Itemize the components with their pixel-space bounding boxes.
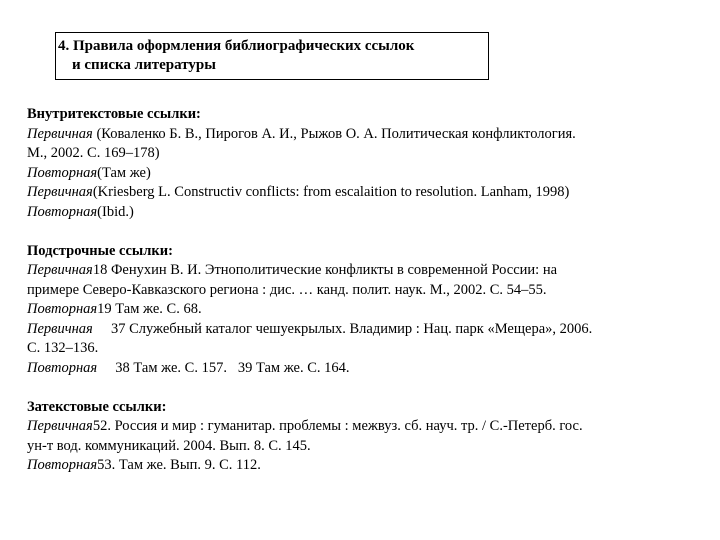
section-spacer — [27, 222, 707, 242]
reference-line — [27, 281, 707, 301]
reference-text: (Ibid.) — [97, 203, 134, 220]
reference-line — [27, 261, 707, 281]
reference-type-label: Повторная — [27, 359, 98, 376]
reference-type-label: Повторная — [27, 164, 98, 181]
reference-line — [27, 437, 707, 457]
reference-text: примере Северо-Кавказского региона : дис. … канд. полит. наук. М., 2002. С. 54–55. — [27, 281, 547, 298]
reference-type-label: Первичная — [27, 320, 93, 337]
reference-line — [27, 320, 707, 340]
references-content — [27, 105, 707, 476]
section-spacer — [27, 378, 707, 398]
reference-text: 53. Там же. Вып. 9. С. 112. — [97, 457, 261, 473]
reference-type-label: Повторная — [27, 203, 98, 220]
reference-type-label: Первичная — [27, 418, 93, 434]
reference-text: (Коваленко Б. В., Пирогов А. И., Рыжов О. А. Политическая конфликтология. — [92, 125, 576, 142]
slide-title-box — [55, 32, 489, 80]
reference-line — [27, 164, 707, 184]
reference-line — [27, 456, 707, 476]
reference-text: С. 132–136. — [27, 340, 99, 356]
section-heading: Внутритекстовые ссылки: — [27, 106, 201, 122]
reference-line — [27, 203, 707, 223]
reference-text: 19 Там же. С. 68. — [97, 301, 202, 317]
slide-title-line-1: 4. Правила оформления библиографических ссылок — [58, 38, 415, 54]
reference-type-label: Повторная — [27, 301, 98, 317]
reference-text: 37 Служебный каталог чешуекрылых. Владимир : Нац. парк «Мещера», 2006. — [92, 320, 593, 337]
section-endnote-references — [27, 398, 707, 476]
slide-title-line-2: и списка литературы — [72, 57, 216, 73]
section-heading: Подстрочные ссылки: — [27, 242, 173, 259]
reference-type-label: Первичная — [27, 184, 93, 200]
reference-line — [27, 359, 707, 379]
reference-type-label: Первичная — [27, 262, 93, 278]
reference-text: (Там же) — [97, 164, 151, 181]
section-heading: Затекстовые ссылки: — [27, 398, 167, 415]
reference-line — [27, 144, 707, 164]
reference-text: (Kriesberg L. Constructiv conflicts: from escalaition to resolution. Lanham, 1998) — [92, 184, 570, 200]
reference-line — [27, 417, 707, 437]
reference-line — [27, 300, 707, 320]
section-in-text-references — [27, 105, 707, 222]
reference-text: М., 2002. С. 169–178) — [27, 145, 160, 161]
reference-line — [27, 183, 707, 203]
reference-type-label: Первичная — [27, 125, 93, 142]
reference-line — [27, 339, 707, 359]
reference-text: 18 Фенухин В. И. Этнополитические конфликты в современной России: на — [92, 262, 558, 278]
reference-text: 52. Россия и мир : гуманитар. проблемы : межвуз. сб. науч. тр. / С.-Петерб. гос. — [92, 418, 583, 434]
section-footnote-references — [27, 242, 707, 379]
reference-text: ун-т вод. коммуникаций. 2004. Вып. 8. С. 145. — [27, 437, 311, 454]
reference-type-label: Повторная — [27, 457, 98, 473]
reference-text: 38 Там же. С. 157. 39 Там же. С. 164. — [97, 359, 350, 376]
reference-line — [27, 125, 707, 145]
